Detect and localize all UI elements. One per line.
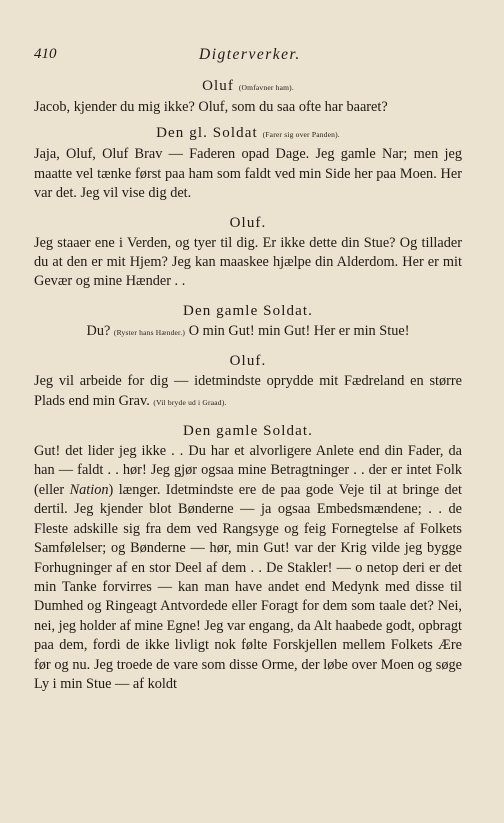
- stage-direction: (Vil bryde ud i Graad).: [153, 397, 227, 407]
- speech-text: Jeg staaer ene i Verden, og tyer til dig. Er ikke dette din Stue? Og tillader du at den er mit Hjem? Jeg kan maaskee hjælpe din Alderdom. Her er mit Gevær og mine Hænder . .: [34, 234, 462, 290]
- speaker-name: Oluf: [202, 78, 234, 94]
- speaker-heading: Oluf.: [229, 214, 267, 231]
- speaker-heading: Oluf.: [229, 353, 267, 370]
- running-header: [34, 46, 462, 66]
- stage-direction: (Omfavner ham).: [238, 83, 294, 92]
- speech-pre: Du?: [86, 322, 111, 339]
- running-title: Digterverker.: [199, 46, 301, 63]
- speech-text: Gut! det lider jeg ikke . . Du har et alvorligere Anlete end din Fader, da han — faldt . . hør! Jeg gjør ogsaa mine Betragtninger . . der er intet Folk (eller Nation) længer. Idetmindste ere de paa gode Veje til at bringe det dertil. Jeg kjender blot Bønderne — ja ogsaa Embedsmændene; . . de Fleste adskille sig fra dem ved Rangsyge og feig Fornegtelse af Folkets Samfølelser; og Bønderne — hør, min Gut! var der Krig vilde jeg bygge Forhugninger af en stor Deel af dem . . De Stakler! — o netop deri er det min Tanke forvirres — kan man have andet end Medynk med disse til Dumhed og Ringeagt Antvordede eller Foragt for dem som taale det? Nei, nei, jeg holder af mine Egne! Jeg var engang, da Alt haabede godt, opbragt paa dem, fordi de ikke livligt nok følte Forskjellen mellem Folkets Ære før og nu. Jeg troede de vare som disse Orme, der løbe over Moen og søge Ly i min Stue — af koldt: [34, 443, 463, 692]
- speaker-heading: Den gamle Soldat.: [183, 423, 313, 440]
- speech-line: Jeg vil arbeide for dig — idetmindste oprydde mit Fædreland en større Plads end min Grav.: [34, 373, 462, 409]
- speech-text: [34, 322, 462, 342]
- speaker-heading: Den gamle Soldat.: [183, 302, 313, 319]
- page-number: 410: [34, 46, 57, 62]
- speech-text: Jacob, kjender du mig ikke? Oluf, som du saa ofte har baaret?: [34, 99, 388, 115]
- speech-text: [34, 372, 462, 412]
- stage-direction: (Farer sig over Panden).: [262, 130, 340, 140]
- speech-line: O min Gut! min Gut! Her er min Stue!: [188, 322, 410, 339]
- speaker-heading: [34, 123, 462, 145]
- speaker-heading: [34, 76, 462, 98]
- speaker-name: Den gl. Soldat: [156, 125, 258, 142]
- emphasis-word: Nation: [69, 481, 109, 498]
- speech-text: Jaja, Oluf, Oluf Brav — Faderen opad Dage. Jeg gamle Nar; men jeg maatte vel tænke først paa ham som faldt ved min Side her paa Moen. Her var det. Jeg vil vise dig det.: [34, 146, 462, 202]
- page-body: [34, 76, 462, 694]
- stage-direction: (Ryster hans Hænder.): [113, 327, 186, 337]
